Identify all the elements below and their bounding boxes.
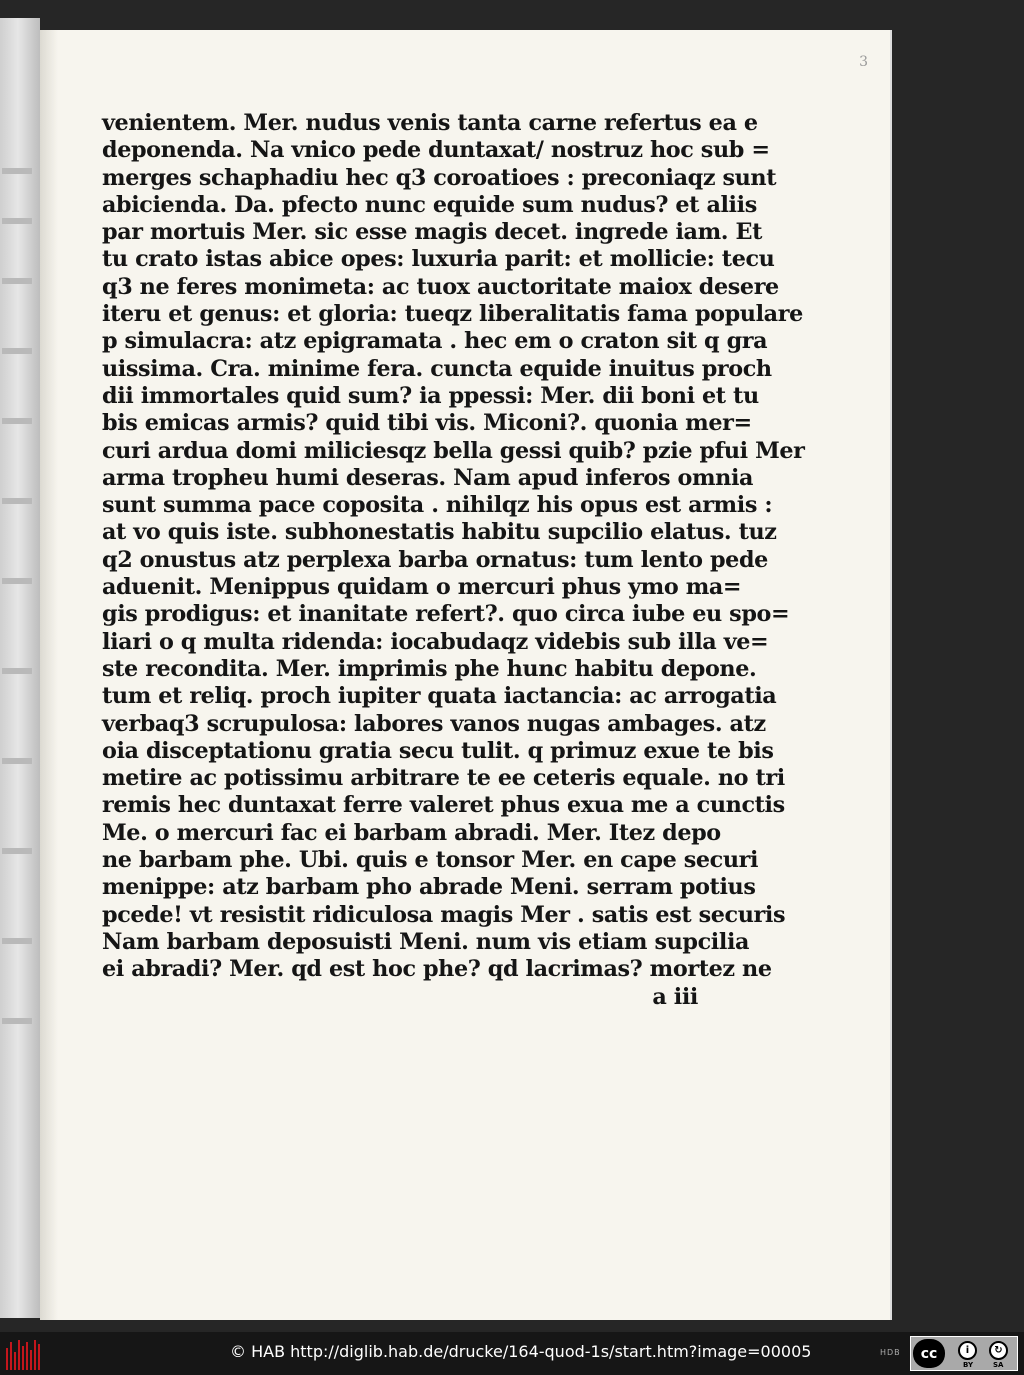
copyright-credit[interactable]: © HAB http://diglib.hab.de/drucke/164-quod-1s/start.htm?image=00005: [230, 1342, 812, 1361]
cc-icon: cc: [913, 1339, 945, 1368]
text-line: menippe: atz barbam pho abrade Meni. serram potius: [102, 874, 756, 901]
sa-label: SA: [993, 1361, 1004, 1369]
footer-bar: [0, 1332, 1024, 1375]
text-line: venientem. Mer. nudus venis tanta carne refertus ea e: [102, 110, 758, 136]
text-line: Me. o mercuri fac ei barbam abradi. Mer. Itez depo: [102, 819, 721, 846]
small-logo: HDB: [880, 1348, 901, 1357]
text-line: q2 onustus atz perplexa barba ornatus: tum lento pede: [102, 546, 768, 573]
text-line: pcede! vt resistit ridiculosa magis Mer . satis est securis: [102, 901, 786, 928]
hab-logo-icon: [6, 1338, 40, 1370]
text-line: remis hec duntaxat ferre valeret phus exua me a cunctis: [102, 792, 785, 819]
signature-mark: a iii: [652, 983, 698, 1010]
text-line: ste recondita. Mer. imprimis phe hunc habitu depone.: [102, 655, 757, 682]
text-line: bis emicas armis? quid tibi vis. Miconi?. quonia mer=: [102, 410, 752, 437]
folio-number: 3: [859, 54, 868, 70]
text-line: uissima. Cra. minime fera. cuncta equide inuitus proch: [102, 355, 772, 382]
text-line: metire ac potissimu arbitrare te ee ceteris equale. no tri: [102, 765, 785, 792]
text-line: tu crato istas abice opes: luxuria parit: et mollicie: tecu: [102, 246, 775, 273]
text-line: deponenda. Na vnico pede duntaxat/ nostruz hoc sub =: [102, 137, 770, 164]
by-label: BY: [963, 1361, 974, 1369]
facing-page-edge: [0, 18, 40, 1318]
text-line: gis prodigus: et inanitate refert?. quo circa iube eu spo=: [102, 601, 790, 628]
text-line: par mortuis Mer. sic esse magis decet. ingrede iam. Et: [102, 219, 763, 246]
text-line: curi ardua domi miliciesqz bella gessi quib? pzie pfui Mer: [102, 437, 805, 464]
text-line: dii immortales quid sum? ia ppessi: Mer. dii boni et tu: [102, 382, 759, 409]
text-line: iteru et genus: et gloria: tueqz liberalitatis fama populare: [102, 301, 803, 328]
text-line: ei abradi? Mer. qd est hoc phe? qd lacrimas? mortez ne: [102, 956, 772, 983]
text-line: sunt summa pace coposita . nihilqz his opus est armis :: [102, 492, 773, 519]
text-line: tum et reliq. proch iupiter quata iactancia: ac arrogatia: [102, 683, 777, 710]
share-alike-icon: ↻: [989, 1341, 1008, 1360]
text-line: verbaq3 scrupulosa: labores vanos nugas ambages. atz: [102, 710, 766, 737]
text-line: merges schaphadiu hec q3 coroatioes : preconiaqz sunt: [102, 164, 777, 191]
text-line: q3 ne feres monimeta: ac tuox auctoritate maiox desere: [102, 273, 779, 300]
page-gutter: [40, 30, 58, 1320]
text-line: at vo quis iste. subhonestatis habitu supcilio elatus. tuz: [102, 519, 777, 546]
text-line: aduenit. Menippus quidam o mercuri phus ymo ma=: [102, 574, 742, 601]
text-line: ne barbam phe. Ubi. quis e tonsor Mer. en cape securi: [102, 847, 759, 874]
text-line: Nam barbam deposuisti Meni. num vis etiam supcilia: [102, 928, 750, 955]
text-line: arma tropheu humi deseras. Nam apud inferos omnia: [102, 464, 754, 491]
text-block: [102, 110, 805, 1011]
text-line: liari o q multa ridenda: iocabudaqz videbis sub illa ve=: [102, 628, 769, 655]
by-attribution-icon: i: [958, 1341, 977, 1360]
text-line: abicienda. Da. pfecto nunc equide sum nudus? et aliis: [102, 191, 757, 218]
cc-license-badge[interactable]: [910, 1336, 1018, 1371]
book-page: [40, 30, 890, 1320]
text-line: oia disceptationu gratia secu tulit. q primuz exue te bis: [102, 737, 774, 764]
text-line: p simulacra: atz epigramata . hec em o craton sit q gra: [102, 328, 768, 355]
